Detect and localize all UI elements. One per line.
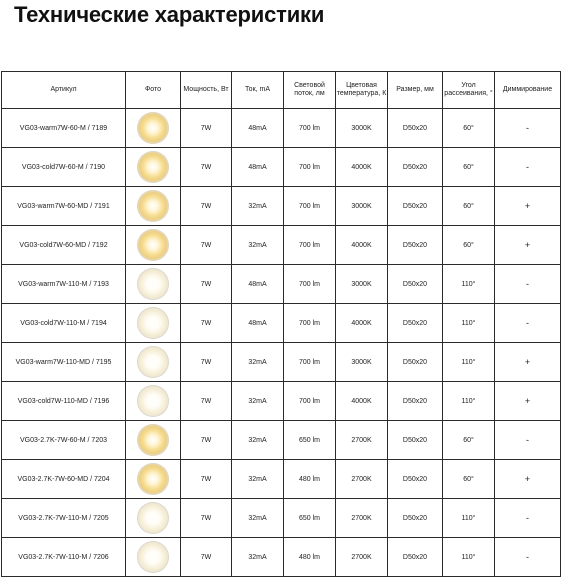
- cell-temperature-value: 3000K: [351, 358, 372, 366]
- cell-angle: [443, 382, 495, 421]
- cell-power-value: 7W: [200, 280, 212, 288]
- cell-current: [232, 499, 284, 538]
- cell-size-value: D50x20: [402, 319, 428, 327]
- cell-article-value: VG03-cold7W-60-M / 7190: [21, 163, 106, 171]
- table-header: [2, 72, 561, 109]
- table-row: [2, 148, 561, 187]
- cell-size-value: D50x20: [402, 553, 428, 561]
- cell-current-value: 32mA: [248, 202, 267, 210]
- cell-current-value: 32mA: [248, 514, 267, 522]
- cell-flux: [284, 304, 336, 343]
- cell-angle: [443, 148, 495, 187]
- cell-dimming-value: -: [526, 552, 529, 562]
- cell-dimming-value: -: [526, 513, 529, 523]
- cell-dimming: [495, 148, 561, 187]
- cell-dimming-value: -: [526, 279, 529, 289]
- cell-angle-value: 60°: [463, 163, 474, 171]
- cell-angle: [443, 187, 495, 226]
- cell-angle: [443, 538, 495, 577]
- lamp-photo: [137, 385, 169, 417]
- cell-temperature: [336, 343, 388, 382]
- cell-power: [181, 460, 232, 499]
- lamp-photo: [137, 541, 169, 573]
- cell-flux: [284, 460, 336, 499]
- cell-angle: [443, 265, 495, 304]
- table-row: [2, 304, 561, 343]
- cell-dimming-value: +: [524, 201, 531, 211]
- cell-flux-value: 700 lm: [298, 280, 320, 288]
- header-flux: Световой поток, лм: [284, 72, 336, 109]
- cell-article: [2, 343, 126, 382]
- cell-temperature-value: 2700K: [351, 553, 372, 561]
- cell-photo: [126, 148, 181, 187]
- cell-power: [181, 187, 232, 226]
- cell-power-value: 7W: [200, 124, 212, 132]
- cell-size-value: D50x20: [402, 436, 428, 444]
- cell-flux: [284, 109, 336, 148]
- cell-temperature: [336, 460, 388, 499]
- cell-article: [2, 421, 126, 460]
- lamp-photo: [137, 112, 169, 144]
- cell-article-value: VG03-2.7K-7W-110-M / 7206: [18, 553, 109, 561]
- cell-size: [388, 538, 443, 577]
- cell-article-value: VG03-2.7K-7W-110-M / 7205: [18, 514, 109, 522]
- cell-article-value: VG03-warm7W-110-MD / 7195: [15, 358, 112, 366]
- cell-dimming-value: +: [524, 396, 531, 406]
- cell-size-value: D50x20: [402, 397, 428, 405]
- cell-article-value: VG03-warm7W-60-MD / 7191: [17, 202, 110, 210]
- cell-angle-value: 110°: [461, 280, 476, 288]
- cell-size-value: D50x20: [402, 358, 428, 366]
- lamp-photo: [137, 268, 169, 300]
- cell-article: [2, 460, 126, 499]
- cell-size: [388, 460, 443, 499]
- cell-temperature-value: 4000K: [351, 163, 372, 171]
- cell-dimming: [495, 109, 561, 148]
- cell-dimming: [495, 421, 561, 460]
- cell-current-value: 48mA: [248, 319, 267, 327]
- cell-article-value: VG03-warm7W-110-M / 7193: [18, 280, 109, 288]
- cell-photo: [126, 109, 181, 148]
- cell-size-value: D50x20: [402, 124, 428, 132]
- cell-article-value: VG03-cold7W-110-MD / 7196: [17, 397, 110, 405]
- lamp-photo: [137, 346, 169, 378]
- cell-article-value: VG03-cold7W-110-M / 7194: [20, 319, 107, 327]
- cell-current: [232, 343, 284, 382]
- cell-flux: [284, 382, 336, 421]
- cell-article: [2, 109, 126, 148]
- cell-current-value: 32mA: [248, 358, 267, 366]
- cell-angle: [443, 304, 495, 343]
- cell-article: [2, 187, 126, 226]
- cell-current-value: 48mA: [248, 280, 267, 288]
- cell-flux: [284, 148, 336, 187]
- header-current: Ток, mA: [232, 72, 284, 109]
- cell-flux-value: 700 lm: [298, 163, 320, 171]
- cell-temperature: [336, 304, 388, 343]
- table-row: [2, 226, 561, 265]
- cell-power: [181, 226, 232, 265]
- cell-current: [232, 304, 284, 343]
- cell-flux: [284, 421, 336, 460]
- cell-power-value: 7W: [200, 319, 212, 327]
- table-row: [2, 382, 561, 421]
- cell-size: [388, 499, 443, 538]
- cell-flux: [284, 499, 336, 538]
- header-article: Артикул: [2, 72, 126, 109]
- cell-flux-value: 480 lm: [298, 553, 320, 561]
- cell-photo: [126, 265, 181, 304]
- table-row: [2, 109, 561, 148]
- cell-size: [388, 382, 443, 421]
- cell-dimming-value: +: [524, 357, 531, 367]
- cell-temperature-value: 4000K: [351, 319, 372, 327]
- cell-article: [2, 265, 126, 304]
- cell-power: [181, 538, 232, 577]
- cell-photo: [126, 421, 181, 460]
- cell-power-value: 7W: [200, 163, 212, 171]
- cell-photo: [126, 343, 181, 382]
- cell-dimming: [495, 382, 561, 421]
- cell-size-value: D50x20: [402, 163, 428, 171]
- cell-angle-value: 60°: [463, 436, 474, 444]
- header-temperature: Цветовая температура, К: [336, 72, 388, 109]
- cell-size: [388, 187, 443, 226]
- cell-photo: [126, 187, 181, 226]
- cell-temperature: [336, 499, 388, 538]
- cell-current-value: 32mA: [248, 241, 267, 249]
- cell-dimming: [495, 538, 561, 577]
- cell-angle-value: 110°: [461, 319, 476, 327]
- lamp-photo: [137, 229, 169, 261]
- cell-temperature: [336, 538, 388, 577]
- header-angle: Угол рассеивания, °: [443, 72, 495, 109]
- cell-current-value: 32mA: [248, 397, 267, 405]
- cell-article-value: VG03-cold7W-60-MD / 7192: [19, 241, 108, 249]
- cell-power: [181, 499, 232, 538]
- cell-angle: [443, 460, 495, 499]
- cell-dimming-value: -: [526, 318, 529, 328]
- cell-dimming: [495, 304, 561, 343]
- cell-power: [181, 148, 232, 187]
- cell-photo: [126, 499, 181, 538]
- cell-temperature-value: 3000K: [351, 124, 372, 132]
- cell-flux: [284, 265, 336, 304]
- cell-temperature: [336, 109, 388, 148]
- table-row: [2, 538, 561, 577]
- cell-photo: [126, 460, 181, 499]
- table-row: [2, 187, 561, 226]
- cell-angle: [443, 226, 495, 265]
- cell-temperature-value: 4000K: [351, 241, 372, 249]
- cell-dimming-value: -: [526, 162, 529, 172]
- cell-photo: [126, 382, 181, 421]
- cell-size-value: D50x20: [402, 475, 428, 483]
- cell-current: [232, 265, 284, 304]
- cell-size: [388, 148, 443, 187]
- cell-temperature: [336, 226, 388, 265]
- cell-article: [2, 148, 126, 187]
- cell-angle: [443, 109, 495, 148]
- cell-power: [181, 109, 232, 148]
- cell-temperature-value: 2700K: [351, 514, 372, 522]
- header-row: [2, 72, 561, 109]
- table-body: [2, 109, 561, 577]
- cell-flux: [284, 343, 336, 382]
- cell-angle-value: 60°: [463, 475, 474, 483]
- cell-angle-value: 110°: [461, 397, 476, 405]
- lamp-photo: [137, 190, 169, 222]
- cell-current-value: 48mA: [248, 163, 267, 171]
- cell-temperature-value: 2700K: [351, 475, 372, 483]
- lamp-photo: [137, 502, 169, 534]
- cell-article-value: VG03-warm7W-60-M / 7189: [19, 124, 108, 132]
- cell-angle-value: 60°: [463, 241, 474, 249]
- cell-power-value: 7W: [200, 514, 212, 522]
- cell-power: [181, 421, 232, 460]
- cell-size-value: D50x20: [402, 241, 428, 249]
- cell-flux: [284, 226, 336, 265]
- cell-flux-value: 700 lm: [298, 202, 320, 210]
- cell-size: [388, 109, 443, 148]
- cell-dimming: [495, 499, 561, 538]
- header-power: Мощность, Вт: [181, 72, 232, 109]
- cell-size-value: D50x20: [402, 280, 428, 288]
- cell-article: [2, 304, 126, 343]
- cell-flux-value: 700 lm: [298, 358, 320, 366]
- cell-angle: [443, 421, 495, 460]
- cell-power-value: 7W: [200, 397, 212, 405]
- cell-temperature-value: 3000K: [351, 202, 372, 210]
- cell-dimming-value: -: [526, 435, 529, 445]
- cell-power: [181, 304, 232, 343]
- cell-power-value: 7W: [200, 358, 212, 366]
- cell-dimming-value: +: [524, 474, 531, 484]
- cell-power-value: 7W: [200, 202, 212, 210]
- cell-current-value: 48mA: [248, 124, 267, 132]
- cell-current: [232, 382, 284, 421]
- cell-temperature: [336, 265, 388, 304]
- cell-article: [2, 226, 126, 265]
- table-row: [2, 460, 561, 499]
- cell-size: [388, 226, 443, 265]
- lamp-photo: [137, 307, 169, 339]
- header-photo: Фото: [126, 72, 181, 109]
- cell-size: [388, 343, 443, 382]
- cell-dimming: [495, 343, 561, 382]
- cell-photo: [126, 304, 181, 343]
- cell-temperature-value: 4000K: [351, 397, 372, 405]
- cell-flux: [284, 538, 336, 577]
- cell-dimming: [495, 226, 561, 265]
- cell-temperature-value: 2700K: [351, 436, 372, 444]
- cell-angle: [443, 499, 495, 538]
- lamp-photo: [137, 463, 169, 495]
- cell-current: [232, 538, 284, 577]
- cell-current: [232, 187, 284, 226]
- cell-flux-value: 650 lm: [298, 436, 320, 444]
- cell-photo: [126, 226, 181, 265]
- cell-temperature: [336, 148, 388, 187]
- cell-size: [388, 304, 443, 343]
- cell-dimming: [495, 460, 561, 499]
- cell-flux-value: 480 lm: [298, 475, 320, 483]
- cell-power-value: 7W: [200, 475, 212, 483]
- table-row: [2, 421, 561, 460]
- cell-current: [232, 226, 284, 265]
- cell-current-value: 32mA: [248, 436, 267, 444]
- cell-power: [181, 265, 232, 304]
- cell-current-value: 32mA: [248, 553, 267, 561]
- cell-flux-value: 650 lm: [298, 514, 320, 522]
- cell-size: [388, 421, 443, 460]
- cell-flux-value: 700 lm: [298, 241, 320, 249]
- cell-dimming: [495, 187, 561, 226]
- table-row: [2, 343, 561, 382]
- lamp-photo: [137, 424, 169, 456]
- cell-size-value: D50x20: [402, 202, 428, 210]
- cell-angle-value: 110°: [461, 553, 476, 561]
- cell-flux: [284, 187, 336, 226]
- cell-current: [232, 109, 284, 148]
- cell-article: [2, 499, 126, 538]
- cell-current: [232, 148, 284, 187]
- cell-current-value: 32mA: [248, 475, 267, 483]
- cell-dimming-value: +: [524, 240, 531, 250]
- cell-power-value: 7W: [200, 241, 212, 249]
- cell-angle: [443, 343, 495, 382]
- cell-power-value: 7W: [200, 553, 212, 561]
- cell-temperature-value: 3000K: [351, 280, 372, 288]
- cell-article-value: VG03-2.7K-7W-60-M / 7203: [19, 436, 108, 444]
- cell-flux-value: 700 lm: [298, 124, 320, 132]
- cell-article: [2, 538, 126, 577]
- cell-photo: [126, 538, 181, 577]
- cell-power-value: 7W: [200, 436, 212, 444]
- cell-dimming: [495, 265, 561, 304]
- cell-dimming-value: -: [526, 123, 529, 133]
- cell-article: [2, 382, 126, 421]
- page-title: Технические характеристики: [14, 2, 325, 27]
- cell-angle-value: 60°: [463, 202, 474, 210]
- cell-current: [232, 421, 284, 460]
- table-row: [2, 265, 561, 304]
- cell-temperature: [336, 187, 388, 226]
- cell-size: [388, 265, 443, 304]
- cell-flux-value: 700 lm: [298, 397, 320, 405]
- cell-temperature: [336, 382, 388, 421]
- cell-power: [181, 343, 232, 382]
- cell-angle-value: 110°: [461, 514, 476, 522]
- specs-table: [1, 71, 561, 577]
- cell-size-value: D50x20: [402, 514, 428, 522]
- cell-current: [232, 460, 284, 499]
- cell-angle-value: 60°: [463, 124, 474, 132]
- table-row: [2, 499, 561, 538]
- cell-angle-value: 110°: [461, 358, 476, 366]
- cell-temperature: [336, 421, 388, 460]
- header-size: Размер, мм: [388, 72, 443, 109]
- lamp-photo: [137, 151, 169, 183]
- cell-article-value: VG03-2.7K-7W-60-MD / 7204: [17, 475, 110, 483]
- header-dimming: Диммирование: [495, 72, 561, 109]
- cell-power: [181, 382, 232, 421]
- cell-flux-value: 700 lm: [298, 319, 320, 327]
